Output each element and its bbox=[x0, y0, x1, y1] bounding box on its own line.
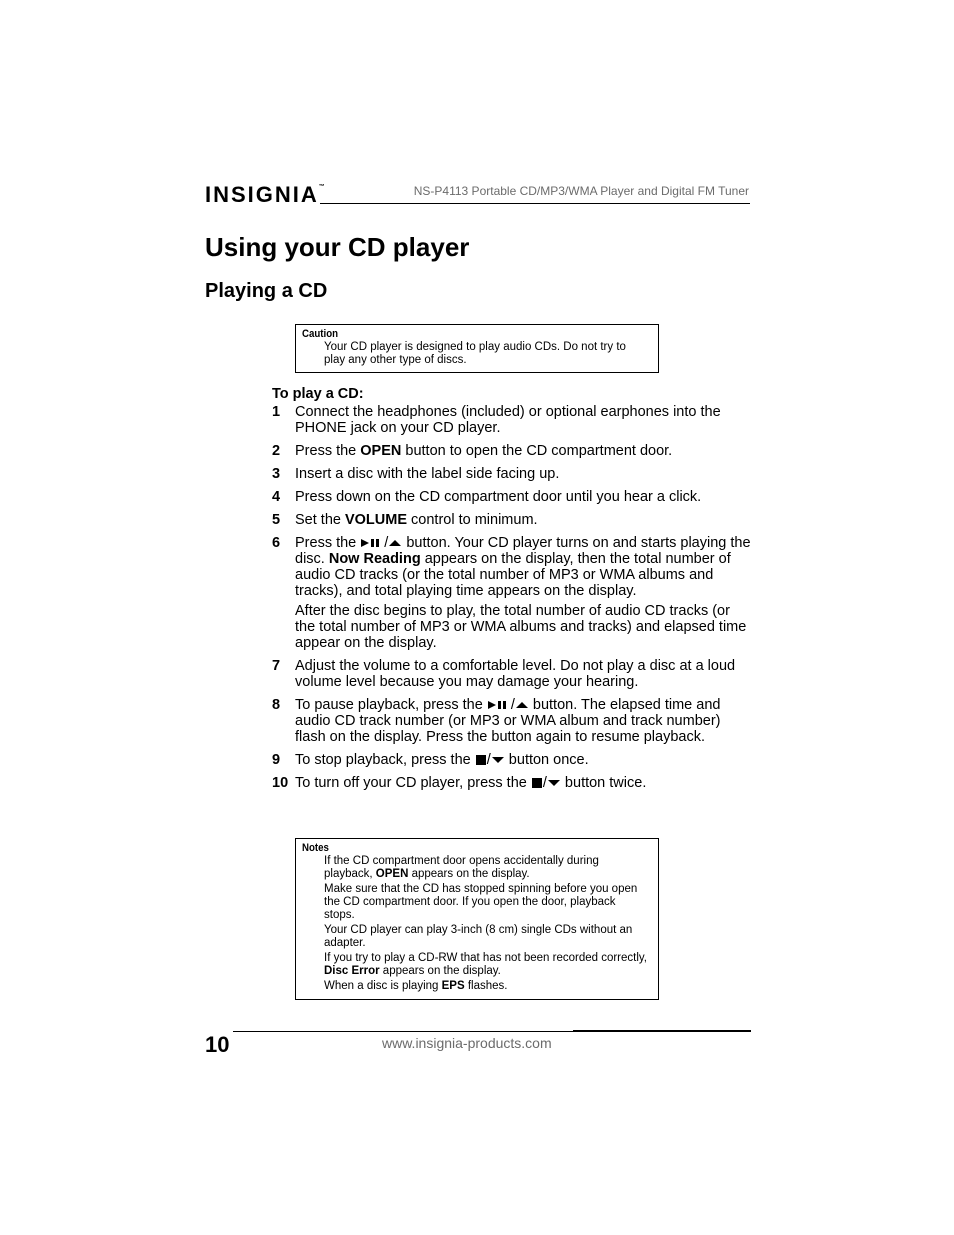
running-header: NS-P4113 Portable CD/MP3/WMA Player and Digital FM Tuner bbox=[413, 184, 749, 198]
icon-slash: / bbox=[510, 697, 515, 713]
stop-icon bbox=[475, 754, 487, 766]
step-text: button. The elapsed time and audio CD track number (or MP3 or WMA album and track number) flash on the display. Press the button again to resume playback. bbox=[295, 697, 721, 745]
play-pause-icon bbox=[487, 699, 511, 711]
step-text: Insert a disc with the label side facing up. bbox=[295, 466, 560, 482]
step-number: 5 bbox=[272, 512, 281, 528]
step-number: 10 bbox=[272, 775, 289, 791]
step-2 bbox=[272, 443, 752, 459]
step-10 bbox=[272, 775, 752, 791]
now-reading-label: Now Reading bbox=[328, 551, 421, 567]
step-text: To stop playback, press the bbox=[295, 752, 475, 768]
notes-label: Notes bbox=[302, 842, 329, 854]
icon-slash: / bbox=[384, 535, 389, 551]
eject-icon bbox=[388, 537, 402, 549]
note-item: If the CD compartment door opens accidentally during playback, OPEN appears on the display. bbox=[324, 855, 599, 880]
note-item: If you try to play a CD-RW that has not been recorded correctly, Disc Error appears on the display. bbox=[324, 952, 647, 977]
step-6 bbox=[272, 535, 752, 651]
step-text: Adjust the volume to a comfortable level. Do not play a disc at a loud volume level because you may damage your hearing. bbox=[295, 658, 736, 690]
step-4 bbox=[272, 489, 752, 505]
step-text: appears on the display, then the total number of audio CD tracks (or the total number of MP3 or WMA albums and tracks), and total playing time appears on the display. bbox=[295, 551, 731, 599]
caution-label: Caution bbox=[302, 328, 339, 340]
step-9 bbox=[272, 752, 752, 768]
step-text: control to minimum. bbox=[407, 512, 538, 528]
note-item: Make sure that the CD has stopped spinning before you open the CD compartment door. If you open the door, playback stops. bbox=[324, 883, 638, 921]
step-text: button to open the CD compartment door. bbox=[401, 443, 673, 459]
play-pause-icon bbox=[360, 537, 384, 549]
footer-rule bbox=[233, 1031, 573, 1032]
step-text: button twice. bbox=[560, 775, 647, 791]
brand-logo-text: INSIGNIA bbox=[205, 182, 319, 207]
step-text: Press the bbox=[295, 535, 361, 551]
header-rule bbox=[320, 203, 750, 204]
step-text: To turn off your CD player, press the bbox=[295, 775, 531, 791]
step-text: Press the bbox=[295, 443, 361, 459]
step-text: Connect the headphones (included) or optional earphones into the PHONE jack on your CD player. bbox=[295, 404, 721, 436]
step-text: To pause playback, press the bbox=[295, 697, 487, 713]
caution-text: Your CD player is designed to play audio CDs. Do not try to play any other type of discs. bbox=[324, 341, 626, 366]
step-number: 1 bbox=[272, 404, 281, 420]
step-text: button once. bbox=[504, 752, 589, 768]
step-number: 4 bbox=[272, 489, 281, 505]
step-5 bbox=[272, 512, 752, 528]
steps-list bbox=[272, 404, 752, 798]
step-text: Press down on the CD compartment door until you hear a click. bbox=[295, 489, 702, 505]
step-number: 3 bbox=[272, 466, 281, 482]
step-text: After the disc begins to play, the total number of audio CD tracks (or the total number of MP3 or WMA albums and tracks) and elapsed time appear on the display. bbox=[295, 603, 747, 651]
footer-rule-thick bbox=[573, 1030, 751, 1032]
step-7 bbox=[272, 658, 752, 690]
step-number: 6 bbox=[272, 535, 281, 551]
trademark-mark: ™ bbox=[318, 184, 325, 190]
icon-slash: / bbox=[486, 752, 491, 768]
step-text: button. Your CD player turns on and starts playing the disc. bbox=[295, 535, 751, 567]
step-text: Set the bbox=[295, 512, 345, 528]
note-item: Your CD player can play 3-inch (8 cm) single CDs without an adapter. bbox=[324, 924, 633, 949]
page-number: 10 bbox=[205, 1032, 230, 1057]
note-item: When a disc is playing EPS flashes. bbox=[324, 980, 508, 992]
footer-url[interactable]: www.insignia-products.com bbox=[382, 1035, 552, 1051]
step-number: 8 bbox=[272, 697, 281, 713]
step-3 bbox=[272, 466, 752, 482]
step-8 bbox=[272, 697, 752, 745]
step-number: 7 bbox=[272, 658, 281, 674]
procedure-heading: To play a CD: bbox=[272, 386, 364, 402]
caution-box bbox=[295, 324, 659, 373]
step-1 bbox=[272, 404, 752, 436]
volume-label: VOLUME bbox=[344, 512, 408, 528]
brand-logo bbox=[205, 182, 325, 208]
down-arrow-icon bbox=[491, 754, 505, 766]
step-number: 2 bbox=[272, 443, 281, 459]
step-number: 9 bbox=[272, 752, 281, 768]
icon-slash: / bbox=[542, 775, 547, 791]
down-arrow-icon bbox=[547, 777, 561, 789]
page-title: Using your CD player bbox=[205, 232, 470, 262]
section-title: Playing a CD bbox=[205, 280, 328, 302]
notes-box bbox=[295, 838, 659, 1000]
stop-icon bbox=[531, 777, 543, 789]
eject-icon bbox=[515, 699, 529, 711]
open-label: OPEN bbox=[360, 443, 402, 459]
